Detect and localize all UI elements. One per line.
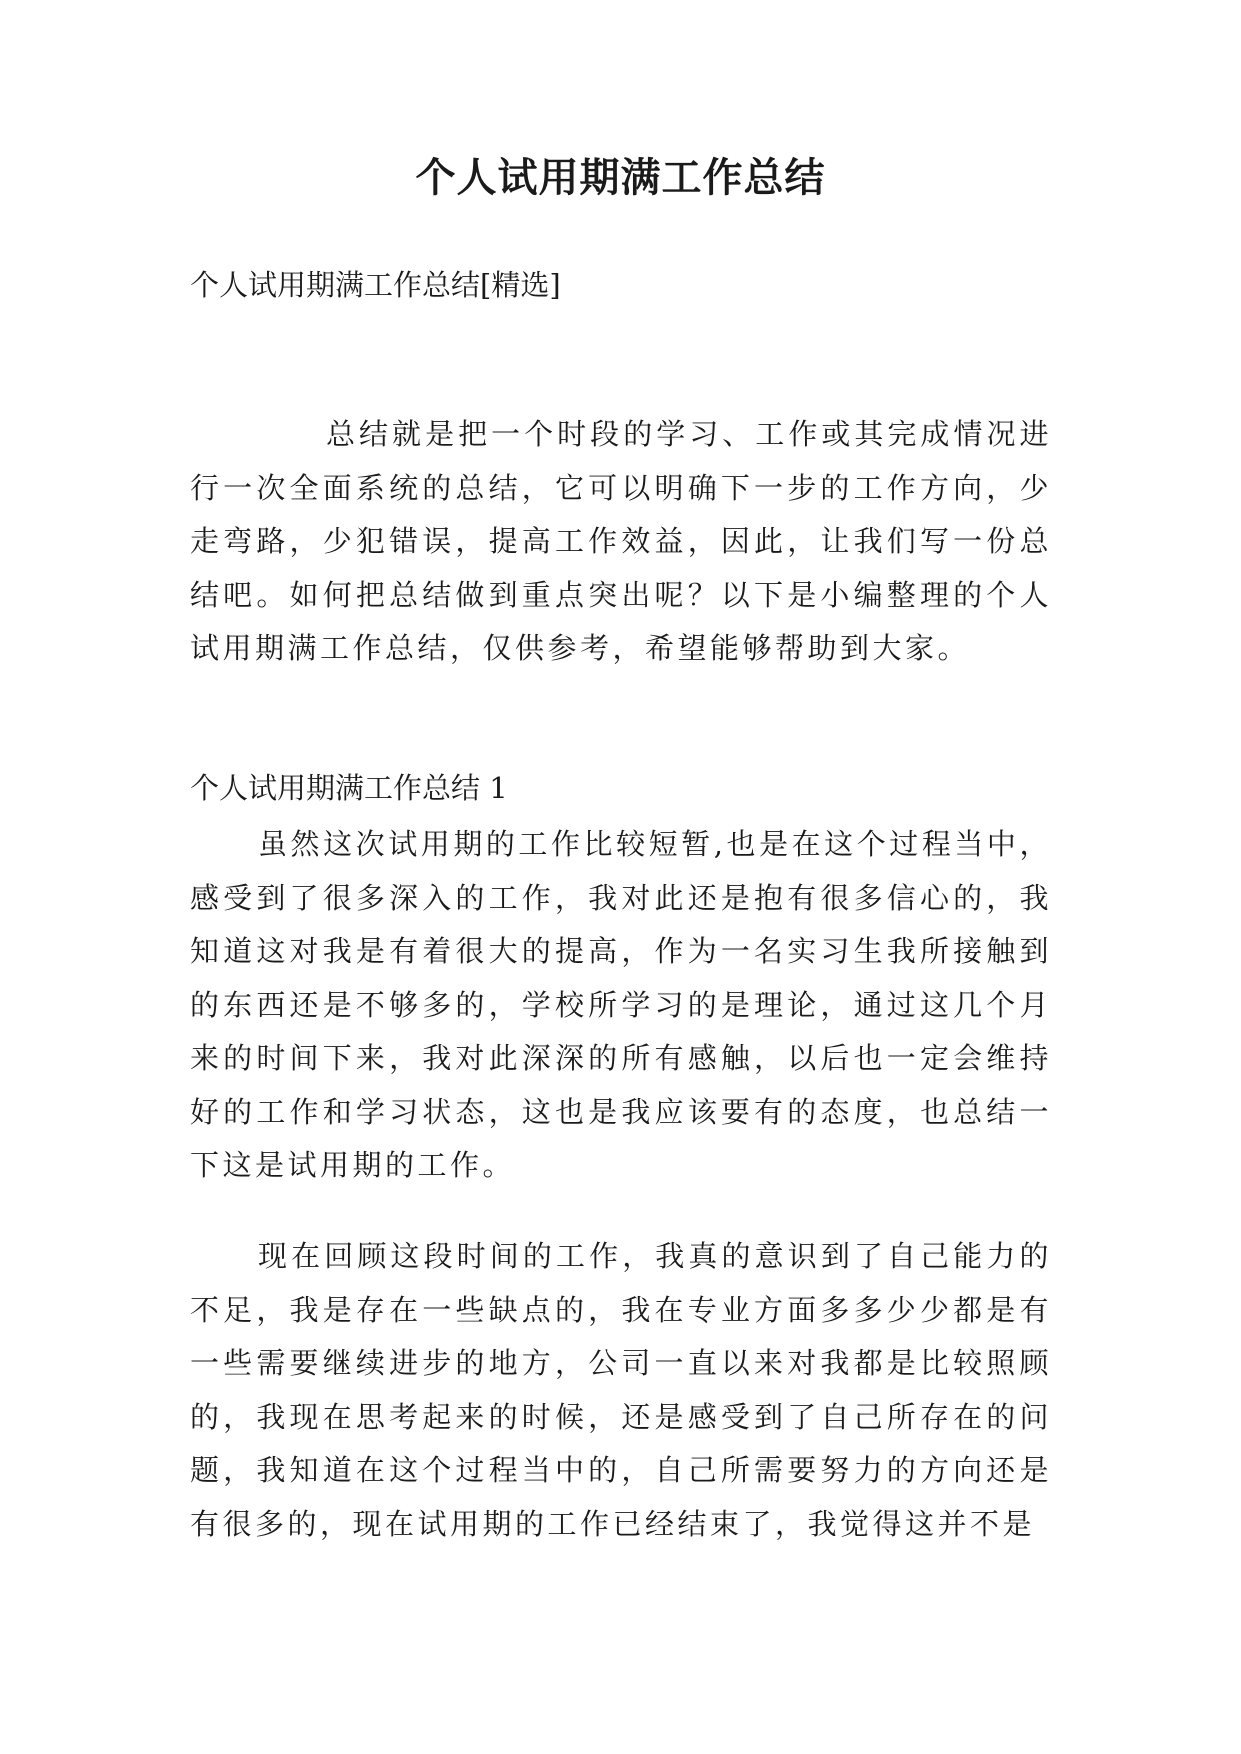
document-title: 个人试用期满工作总结 xyxy=(415,154,826,201)
section-heading: 个人试用期满工作总结 1 xyxy=(190,771,508,805)
intro-paragraph: 总结就是把一个时段的学习、工作或其完成情况进行一次全面系统的总结，它可以明确下一步的工作方向，少走弯路，少犯错误，提高工作效益，因此，让我们写一份总结吧。如何把总结做到重点突出呢？以下是小编整理的个人试用期满工作总结，仅供参考，希望能够帮助到大家。 xyxy=(190,417,1052,665)
body-paragraph: 现在回顾这段时间的工作，我真的意识到了自己能力的不足，我是存在一些缺点的，我在专业方面多多少少都是有一些需要继续进步的地方，公司一直以来对我都是比较照顾的，我现在思考起来的时候，还是感受到了自己所存在的问题，我知道在这个过程当中的，自己所需要努力的方向还是有很多的，现在试用期的工作已经结束了，我觉得这并不是 xyxy=(190,1239,1052,1541)
document-subtitle: 个人试用期满工作总结[精选] xyxy=(190,268,561,302)
body-paragraph: 虽然这次试用期的工作比较短暂,也是在这个过程当中，感受到了很多深入的工作，我对此还是抱有很多信心的，我知道这对我是有着很大的提高，作为一名实习生我所接触到的东西还是不够多的，学校所学习的是理论，通过这几个月来的时间下来，我对此深深的所有感触，以后也一定会维持好的工作和学习状态，这也是我应该要有的态度，也总结一下这是试用期的工作。 xyxy=(190,827,1052,1182)
